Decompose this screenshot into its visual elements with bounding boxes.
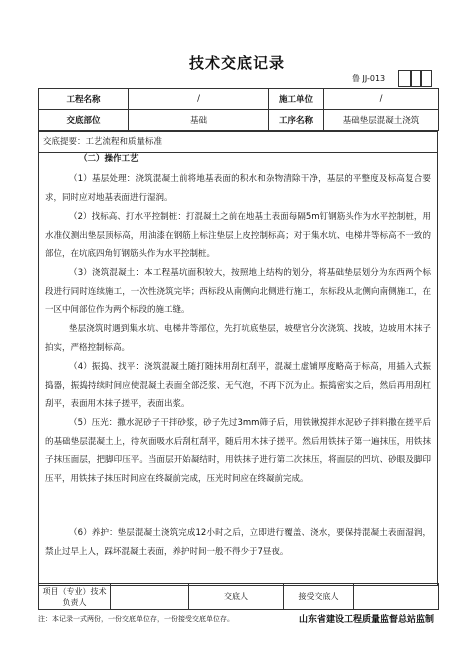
- paragraph: （2）找标高、打水平控制桩：打混凝土之前在地基土表面每隔5m钉钢筋头作为水平控制桩，用水准仪测出垫层顶标高，用油漆在钢筋上标注垫层上皮控制标高；对于集水坑、电梯井等标高不一致的部位，在坑底四角钉钢筋头作为水平控制桩。: [45, 212, 431, 259]
- code-box: [420, 70, 432, 87]
- document-title: 技术交底记录: [188, 54, 285, 72]
- topic-summary: 交底提要：工艺流程和质量标准: [38, 131, 438, 153]
- content-body: [38, 152, 438, 586]
- project-label: 工程名称: [39, 89, 129, 110]
- part-label: 交底部位: [39, 110, 129, 131]
- process-label: 工序名称: [269, 110, 324, 131]
- presenter-label: 交底人: [189, 584, 284, 610]
- paragraph: （5）压光：撒水泥砂子干拌砂浆，砂子先过3mm筛子后，用铁锹搅拌水泥砂子拌料撒在搓平后的基础垫层混凝土上，待灰面吸水后刮杠刮平，随后用木抹子搓平。然后用铁抹子第一遍抹压，用铁抹子抹压面层，把脚印压平。当面层开始凝结时，用铁抹子进行第二次抹压，将面层的凹坑、砂眼及脚印压平，用铁抹子抹压时间应在终凝前完成，压光时间应在终凝前完成。: [45, 418, 431, 484]
- signature-table: [38, 583, 439, 610]
- header-table: [38, 88, 439, 131]
- builder-value: /: [324, 89, 439, 110]
- paragraph: （3）浇筑混凝土：本工程基坑面积较大，按照地上结构的划分，将基础垫层划分为东西两个标段进行同时连续施工，一次性浇筑完毕；西标段从南侧向北侧进行施工，东标段从北侧向南侧施工，在一区中间部位作为两个标段的施工缝。: [45, 268, 431, 315]
- builder-label: 施工单位: [269, 89, 324, 110]
- footnote: 注：本记录一式两份，一份交底单位存，一份接受交底单位存。: [38, 615, 234, 623]
- project-value: /: [129, 89, 269, 110]
- receiver-label: 接受交底人: [284, 584, 354, 610]
- issuing-organization: 山东省建设工程质量监督总站监制: [298, 615, 434, 625]
- leader-signature: [111, 584, 189, 610]
- paragraph: （1）基层处理：浇筑混凝土前将地基表面的积水和杂物清除干净，基层的平整度及标高复合要求，同时应对地基表面进行湿润。: [45, 174, 431, 203]
- receiver-signature: [354, 584, 439, 610]
- paragraph: （6）养护：垫层混凝土浇筑完成12小时之后，立即进行覆盖、浇水，要保持混凝土表面湿润，禁止过早上人，踩坏混凝土表面，养护时间一般不得少于7昼夜。: [45, 528, 431, 557]
- part-value: 基础: [129, 110, 269, 131]
- process-value: 基础垫层混凝土浇筑: [324, 110, 439, 131]
- paragraph: （4）振捣、找平：浇筑混凝土随打随抹用刮杠刮平，混凝土虚铺厚度略高于标高，用插入式振捣器，振捣持续时间应使混凝土表面全部泛浆、无气泡，不再下沉为止。振捣密实之后，然后再用刮杠刮平，表面用木抹子搓平，表面出浆。: [45, 362, 431, 409]
- leader-label: 项目（专业）技术负责人: [39, 584, 111, 610]
- section-title: （二）操作工艺: [79, 154, 139, 164]
- paragraph: 垫层浇筑时遇到集水坑、电梯井等部位，先打坑底垫层，坡壁官分次浇筑、找坡，边坡用木抹子拍实，严格控制标高。: [45, 324, 431, 353]
- document-code: 鲁 JJ-013: [352, 74, 386, 83]
